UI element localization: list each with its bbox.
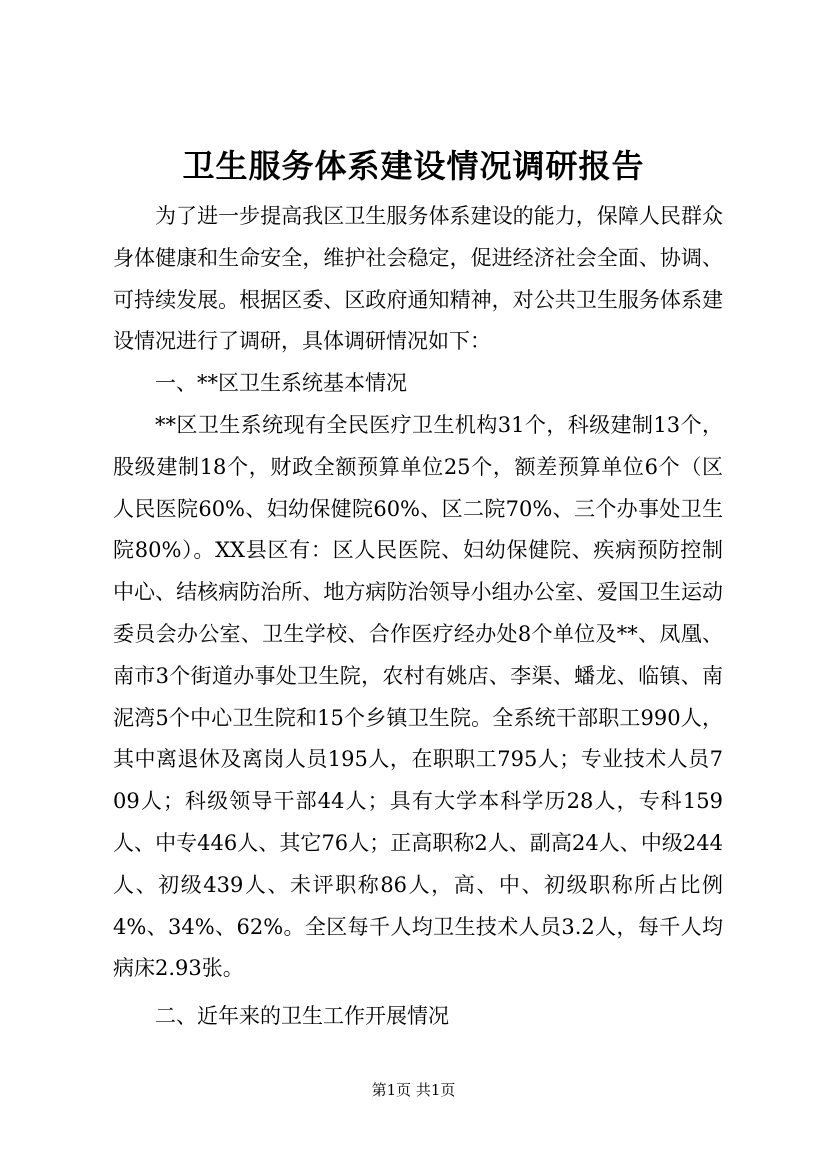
section-1-paragraph: **区卫生系统现有全民医疗卫生机构31个，科级建制13个，股级建制18个，财政全额预算单位25个，额差预算单位6个（区人民医院60%、妇幼保健院60%、区二院70%、三个办事处卫生院80%）。XX县区有：区人民医院、妇幼保健院、疾病预防控制中心、结核病防治所、地方病防治领导小组办公室、爱国卫生运动委员会办公室、卫生学校、合作医疗经办处8个单位及**、凤凰、南市3个街道办事处卫生院，农村有姚店、李渠、蟠龙、临镇、南泥湾5个中心卫生院和15个乡镇卫生院。全系统干部职工990人，其中离退休及离岗人员195人，在职职工795人；专业技术人员709人；科级领导干部44人；具有大学本科学历28人，专科159人、中专446人、其它76人；正高职称2人、副高24人、中级244人、初级439人、未评职称86人，高、中、初级职称所占比例4%、34%、62%。全区每千人均卫生技术人员3.2人，每千人均病床2.93张。 <box>113 412 723 981</box>
intro-paragraph: 为了进一步提高我区卫生服务体系建设的能力，保障人民群众身体健康和生命安全，维护社会稳定，促进经济社会全面、协调、可持续发展。根据区委、区政府通知精神，对公共卫生服务体系建设情况进行了调研，具体调研情况如下： <box>113 204 723 354</box>
section-2-heading: 二、近年来的卫生工作开展情况 <box>155 1004 449 1029</box>
document-body <box>113 196 723 1038</box>
page-footer: 第1页 共1页 <box>371 1081 456 1099</box>
page-title: 卫生服务体系建设情况调研报告 <box>182 147 645 185</box>
section-1-heading: 一、**区卫生系统基本情况 <box>155 371 407 396</box>
